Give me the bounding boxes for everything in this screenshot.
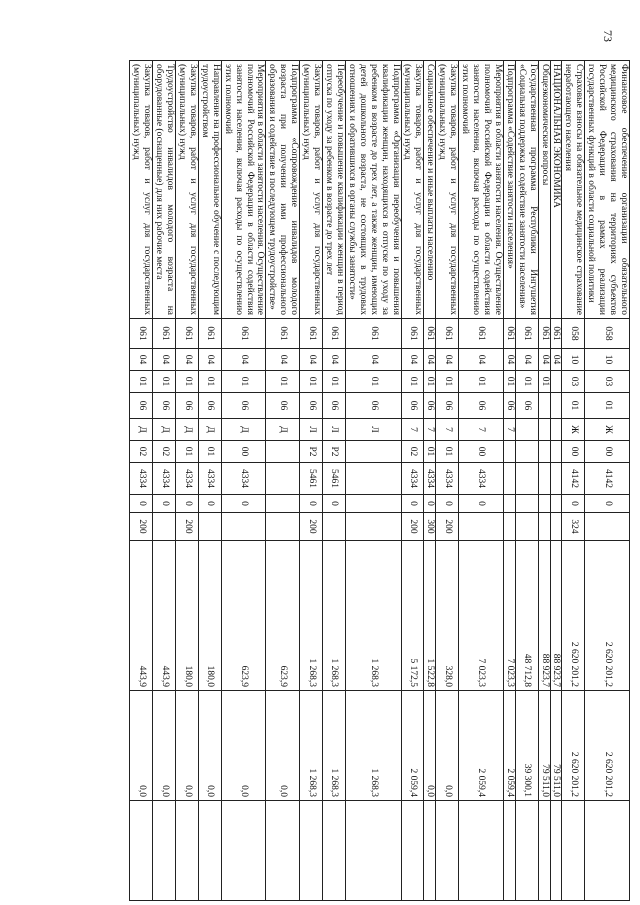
- code-cell: 4334: [221, 463, 266, 495]
- code-cell: 02: [401, 441, 424, 463]
- row-name: Закупка товаров, работ и услуг для государственных (муниципальных) нужд: [300, 61, 323, 319]
- code-cell: 4142: [562, 463, 585, 495]
- code-cell: Д: [176, 419, 199, 441]
- amount-cell: [176, 801, 199, 901]
- code-cell: 01: [266, 371, 300, 393]
- code-cell: 04: [323, 349, 346, 371]
- row-name: Трудоустройство инвалидов молодого возраста на оборудованные (оснащенные) для них рабочие места: [153, 61, 176, 319]
- table-row: [300, 61, 323, 901]
- code-cell: 06: [459, 393, 504, 419]
- amount-cell: 0,0: [424, 691, 436, 801]
- code-cell: 7: [401, 419, 424, 441]
- code-cell: Д: [153, 419, 176, 441]
- code-cell: [221, 513, 266, 541]
- code-cell: 06: [345, 393, 401, 419]
- code-cell: 200: [130, 513, 153, 541]
- code-cell: [503, 513, 515, 541]
- amount-cell: 1 268,3: [345, 691, 401, 801]
- amount-cell: 328,0: [436, 541, 459, 691]
- code-cell: 06: [198, 393, 221, 419]
- code-cell: 7: [503, 419, 515, 441]
- code-cell: 200: [401, 513, 424, 541]
- code-cell: 01: [323, 371, 346, 393]
- code-cell: 0: [300, 495, 323, 513]
- code-cell: [550, 393, 562, 419]
- table-row: [503, 61, 515, 901]
- amount-cell: [503, 801, 515, 901]
- amount-cell: 1 268,3: [300, 691, 323, 801]
- row-name: Закупка товаров, работ и услуг для государственных (муниципальных) нужд: [436, 61, 459, 319]
- amount-cell: 1 268,3: [345, 541, 401, 691]
- row-name: Закупка товаров, работ и услуг для государственных (муниципальных) нужд: [176, 61, 199, 319]
- table-row: [424, 61, 436, 901]
- table-row: [401, 61, 424, 901]
- row-name: Страховые взносы на обязательное медицинское страхование неработающего населения: [562, 61, 585, 319]
- table-row: [221, 61, 266, 901]
- amount-cell: 1 268,3: [300, 541, 323, 691]
- code-cell: 061: [300, 319, 323, 349]
- row-name: Государственная программа Республики Ингушетия «Социальная поддержка и содействие занятости населения»: [515, 61, 538, 319]
- code-cell: 0: [436, 495, 459, 513]
- code-cell: [266, 495, 300, 513]
- code-cell: 04: [176, 349, 199, 371]
- amount-cell: [266, 801, 300, 901]
- row-name: Финансовое обеспечение организации обязательного медицинского страхования на территориях субъектов Российской Федерации в рамках реализации государственных функций в области социальной политики: [585, 61, 630, 319]
- amount-cell: 1 522,8: [424, 541, 436, 691]
- code-cell: [515, 513, 538, 541]
- amount-cell: [323, 801, 346, 901]
- code-cell: 01: [300, 371, 323, 393]
- code-cell: 06: [176, 393, 199, 419]
- amount-cell: [538, 801, 550, 901]
- code-cell: 06: [515, 393, 538, 419]
- code-cell: [515, 495, 538, 513]
- rotated-page: [90, 60, 630, 900]
- code-cell: Л: [345, 419, 401, 441]
- code-cell: 4334: [198, 463, 221, 495]
- table-row: [130, 61, 153, 901]
- budget-table: [129, 60, 630, 901]
- code-cell: 01: [198, 441, 221, 463]
- code-cell: 061: [515, 319, 538, 349]
- row-name: Социальное обеспечение и иные выплаты населению: [424, 61, 436, 319]
- amount-cell: [401, 801, 424, 901]
- code-cell: 00: [562, 441, 585, 463]
- code-cell: 061: [345, 319, 401, 349]
- code-cell: 06: [266, 393, 300, 419]
- code-cell: 061: [550, 319, 562, 349]
- code-cell: 04: [459, 349, 504, 371]
- amount-cell: [153, 801, 176, 901]
- code-cell: 061: [323, 319, 346, 349]
- table-row: [585, 61, 630, 901]
- row-name: НАЦИОНАЛЬНАЯ ЭКОНОМИКА: [550, 61, 562, 319]
- amount-cell: 39 300,1: [515, 691, 538, 801]
- code-cell: 01: [198, 371, 221, 393]
- code-cell: [538, 495, 550, 513]
- code-cell: [538, 441, 550, 463]
- code-cell: 00: [221, 441, 266, 463]
- amount-cell: 180,0: [176, 541, 199, 691]
- code-cell: 061: [538, 319, 550, 349]
- code-cell: 4334: [436, 463, 459, 495]
- table-row: [562, 61, 585, 901]
- code-cell: 4334: [176, 463, 199, 495]
- code-cell: Л: [323, 419, 346, 441]
- code-cell: 0: [459, 495, 504, 513]
- amount-cell: [562, 801, 585, 901]
- amount-cell: 79 511,0: [538, 691, 550, 801]
- code-cell: 0: [562, 495, 585, 513]
- code-cell: [503, 441, 515, 463]
- code-cell: 324: [562, 513, 585, 541]
- code-cell: [515, 419, 538, 441]
- code-cell: [345, 513, 401, 541]
- code-cell: 058: [585, 319, 630, 349]
- code-cell: [550, 513, 562, 541]
- amount-cell: 0,0: [130, 691, 153, 801]
- code-cell: 061: [198, 319, 221, 349]
- amount-cell: [300, 801, 323, 901]
- code-cell: 03: [562, 371, 585, 393]
- code-cell: 02: [130, 441, 153, 463]
- code-cell: [550, 463, 562, 495]
- code-cell: 0: [323, 495, 346, 513]
- amount-cell: 7 023,3: [459, 541, 504, 691]
- code-cell: 0: [424, 495, 436, 513]
- code-cell: 01: [436, 371, 459, 393]
- amount-cell: 2 620 201,2: [585, 541, 630, 691]
- row-name: Закупка товаров, работ и услуг для государственных (муниципальных) нужд: [401, 61, 424, 319]
- row-name: Закупка товаров, работ и услуг для государственных (муниципальных) нужд: [130, 61, 153, 319]
- code-cell: 4334: [459, 463, 504, 495]
- table-row: [176, 61, 199, 901]
- code-cell: 04: [130, 349, 153, 371]
- code-cell: 4334: [130, 463, 153, 495]
- code-cell: 06: [436, 393, 459, 419]
- code-cell: 04: [300, 349, 323, 371]
- code-cell: 06: [300, 393, 323, 419]
- code-cell: [459, 513, 504, 541]
- code-cell: 04: [198, 349, 221, 371]
- code-cell: 01: [176, 441, 199, 463]
- code-cell: 4334: [153, 463, 176, 495]
- amount-cell: [515, 801, 538, 901]
- table-row: [153, 61, 176, 901]
- code-cell: 061: [176, 319, 199, 349]
- amount-cell: 0,0: [176, 691, 199, 801]
- amount-cell: 88 923,7: [550, 541, 562, 691]
- code-cell: 01: [221, 371, 266, 393]
- code-cell: 200: [436, 513, 459, 541]
- code-cell: 01: [424, 441, 436, 463]
- code-cell: [198, 513, 221, 541]
- row-name: Общеэкономические вопросы: [538, 61, 550, 319]
- code-cell: 04: [401, 349, 424, 371]
- amount-cell: [221, 801, 266, 901]
- amount-cell: 623,9: [221, 541, 266, 691]
- code-cell: 4142: [585, 463, 630, 495]
- code-cell: 01: [459, 371, 504, 393]
- code-cell: [585, 513, 630, 541]
- code-cell: 10: [562, 349, 585, 371]
- code-cell: [503, 495, 515, 513]
- code-cell: 200: [176, 513, 199, 541]
- table-row: [198, 61, 221, 901]
- amount-cell: 79 511,0: [550, 691, 562, 801]
- code-cell: 06: [130, 393, 153, 419]
- amount-cell: 0,0: [221, 691, 266, 801]
- code-cell: 01: [585, 393, 630, 419]
- code-cell: 01: [153, 371, 176, 393]
- row-name: Мероприятия в области занятости населения. Осуществление полномочий Российской Федерации в области содействия занятости населения, включая расходы по осуществлению этих полномочий: [221, 61, 266, 319]
- amount-cell: [424, 801, 436, 901]
- code-cell: 061: [401, 319, 424, 349]
- table-row: [550, 61, 562, 901]
- code-cell: 01: [345, 371, 401, 393]
- code-cell: 06: [503, 393, 515, 419]
- code-cell: [550, 495, 562, 513]
- page-number: 73: [601, 30, 615, 42]
- code-cell: 058: [562, 319, 585, 349]
- amount-cell: [459, 801, 504, 901]
- code-cell: 06: [153, 393, 176, 419]
- code-cell: Д: [266, 419, 300, 441]
- code-cell: 06: [221, 393, 266, 419]
- amount-cell: [550, 801, 562, 901]
- code-cell: [538, 419, 550, 441]
- amount-cell: [585, 801, 630, 901]
- code-cell: 04: [424, 349, 436, 371]
- code-cell: 7: [436, 419, 459, 441]
- code-cell: 03: [585, 371, 630, 393]
- amount-cell: [198, 801, 221, 901]
- code-cell: 01: [515, 371, 538, 393]
- amount-cell: 2 620 201,2: [562, 691, 585, 801]
- row-name: Подпрограмма «Сопровождение инвалидов молодого возраста при получении ими профессионального образования и содействие в последующем трудоустройстве»: [266, 61, 300, 319]
- code-cell: 0: [221, 495, 266, 513]
- code-cell: 0: [585, 495, 630, 513]
- code-cell: 06: [424, 393, 436, 419]
- code-cell: 04: [221, 349, 266, 371]
- amount-cell: 443,9: [130, 541, 153, 691]
- code-cell: Ж: [562, 419, 585, 441]
- code-cell: 061: [130, 319, 153, 349]
- code-cell: [550, 419, 562, 441]
- amount-cell: 1 268,3: [323, 541, 346, 691]
- code-cell: 061: [436, 319, 459, 349]
- amount-cell: 0,0: [266, 691, 300, 801]
- code-cell: 04: [550, 349, 562, 371]
- code-cell: 061: [221, 319, 266, 349]
- table-row: [266, 61, 300, 901]
- amount-cell: 88 923,7: [538, 541, 550, 691]
- row-name: Подпрограмма «Содействие занятости населения»: [503, 61, 515, 319]
- code-cell: 5461: [300, 463, 323, 495]
- code-cell: 4334: [401, 463, 424, 495]
- code-cell: 061: [153, 319, 176, 349]
- code-cell: 0: [176, 495, 199, 513]
- table-row: [345, 61, 401, 901]
- code-cell: 06: [323, 393, 346, 419]
- code-cell: 061: [503, 319, 515, 349]
- amount-cell: 0,0: [198, 691, 221, 801]
- table-row: [436, 61, 459, 901]
- code-cell: 0: [198, 495, 221, 513]
- code-cell: 061: [266, 319, 300, 349]
- row-name: Направление на профессиональное обучение с последующим трудоустройством: [198, 61, 221, 319]
- code-cell: Ж: [585, 419, 630, 441]
- amount-cell: 5 172,5: [401, 541, 424, 691]
- amount-cell: 0,0: [436, 691, 459, 801]
- amount-cell: 1 268,3: [323, 691, 346, 801]
- code-cell: 01: [176, 371, 199, 393]
- code-cell: Л: [300, 419, 323, 441]
- amount-cell: [345, 801, 401, 901]
- table-row: [323, 61, 346, 901]
- amount-cell: [130, 801, 153, 901]
- code-cell: [538, 393, 550, 419]
- code-cell: [345, 495, 401, 513]
- code-cell: 0: [153, 495, 176, 513]
- code-cell: [266, 513, 300, 541]
- code-cell: 01: [436, 441, 459, 463]
- table-row: [538, 61, 550, 901]
- code-cell: [153, 513, 176, 541]
- code-cell: 01: [401, 371, 424, 393]
- code-cell: 300: [424, 513, 436, 541]
- amount-cell: 2 620 201,2: [585, 691, 630, 801]
- code-cell: 04: [538, 349, 550, 371]
- amount-cell: 0,0: [153, 691, 176, 801]
- code-cell: 7: [424, 419, 436, 441]
- code-cell: 04: [345, 349, 401, 371]
- amount-cell: 623,9: [266, 541, 300, 691]
- code-cell: [550, 441, 562, 463]
- code-cell: 7: [459, 419, 504, 441]
- amount-cell: 48 712,8: [515, 541, 538, 691]
- amount-cell: [436, 801, 459, 901]
- code-cell: 061: [459, 319, 504, 349]
- code-cell: [266, 463, 300, 495]
- amount-cell: 2 620 201,2: [562, 541, 585, 691]
- code-cell: 4334: [424, 463, 436, 495]
- code-cell: 01: [562, 393, 585, 419]
- code-cell: [323, 513, 346, 541]
- code-cell: 04: [503, 349, 515, 371]
- code-cell: 06: [401, 393, 424, 419]
- amount-cell: 2 059,4: [459, 691, 504, 801]
- code-cell: Р2: [300, 441, 323, 463]
- row-name: Переобучение и повышение квалификации женщин в период отпуска по уходу за ребенком в возрасте до трех лет: [323, 61, 346, 319]
- code-cell: Д: [221, 419, 266, 441]
- amount-cell: 2 059,4: [401, 691, 424, 801]
- code-cell: [538, 463, 550, 495]
- amount-cell: 180,0: [198, 541, 221, 691]
- code-cell: 01: [424, 371, 436, 393]
- code-cell: 00: [585, 441, 630, 463]
- code-cell: 5461: [323, 463, 346, 495]
- amount-cell: 7 023,3: [503, 541, 515, 691]
- code-cell: 00: [459, 441, 504, 463]
- code-cell: 0: [401, 495, 424, 513]
- code-cell: [503, 463, 515, 495]
- code-cell: Д: [130, 419, 153, 441]
- code-cell: 0: [130, 495, 153, 513]
- row-name: Подпрограмма «Организация переобучения и повышения квалификации женщин, находящихся в отпуске по уходу за ребенком в возрасте до трех лет, а также женщин, имеющих детей дошкольного возраста, не состоящих в трудовых отношениях и обратившихся в органы службы занятости»: [345, 61, 401, 319]
- code-cell: 01: [538, 371, 550, 393]
- code-cell: [550, 371, 562, 393]
- code-cell: 01: [503, 371, 515, 393]
- code-cell: [515, 463, 538, 495]
- code-cell: 02: [153, 441, 176, 463]
- code-cell: 04: [266, 349, 300, 371]
- code-cell: [345, 463, 401, 495]
- row-name: Мероприятия в области занятости населения. Осуществление полномочий Российской Федерации в области содействия занятости населения, включая расходы по осуществлению этих полномочий: [459, 61, 504, 319]
- code-cell: [345, 441, 401, 463]
- code-cell: 04: [436, 349, 459, 371]
- code-cell: [515, 441, 538, 463]
- code-cell: 04: [515, 349, 538, 371]
- amount-cell: 443,9: [153, 541, 176, 691]
- code-cell: 10: [585, 349, 630, 371]
- code-cell: 061: [424, 319, 436, 349]
- table-row: [459, 61, 504, 901]
- code-cell: 04: [153, 349, 176, 371]
- table-row: [515, 61, 538, 901]
- code-cell: Р2: [323, 441, 346, 463]
- amount-cell: 2 059,4: [503, 691, 515, 801]
- code-cell: [538, 513, 550, 541]
- code-cell: Д: [198, 419, 221, 441]
- code-cell: [266, 441, 300, 463]
- code-cell: 01: [130, 371, 153, 393]
- code-cell: 200: [300, 513, 323, 541]
